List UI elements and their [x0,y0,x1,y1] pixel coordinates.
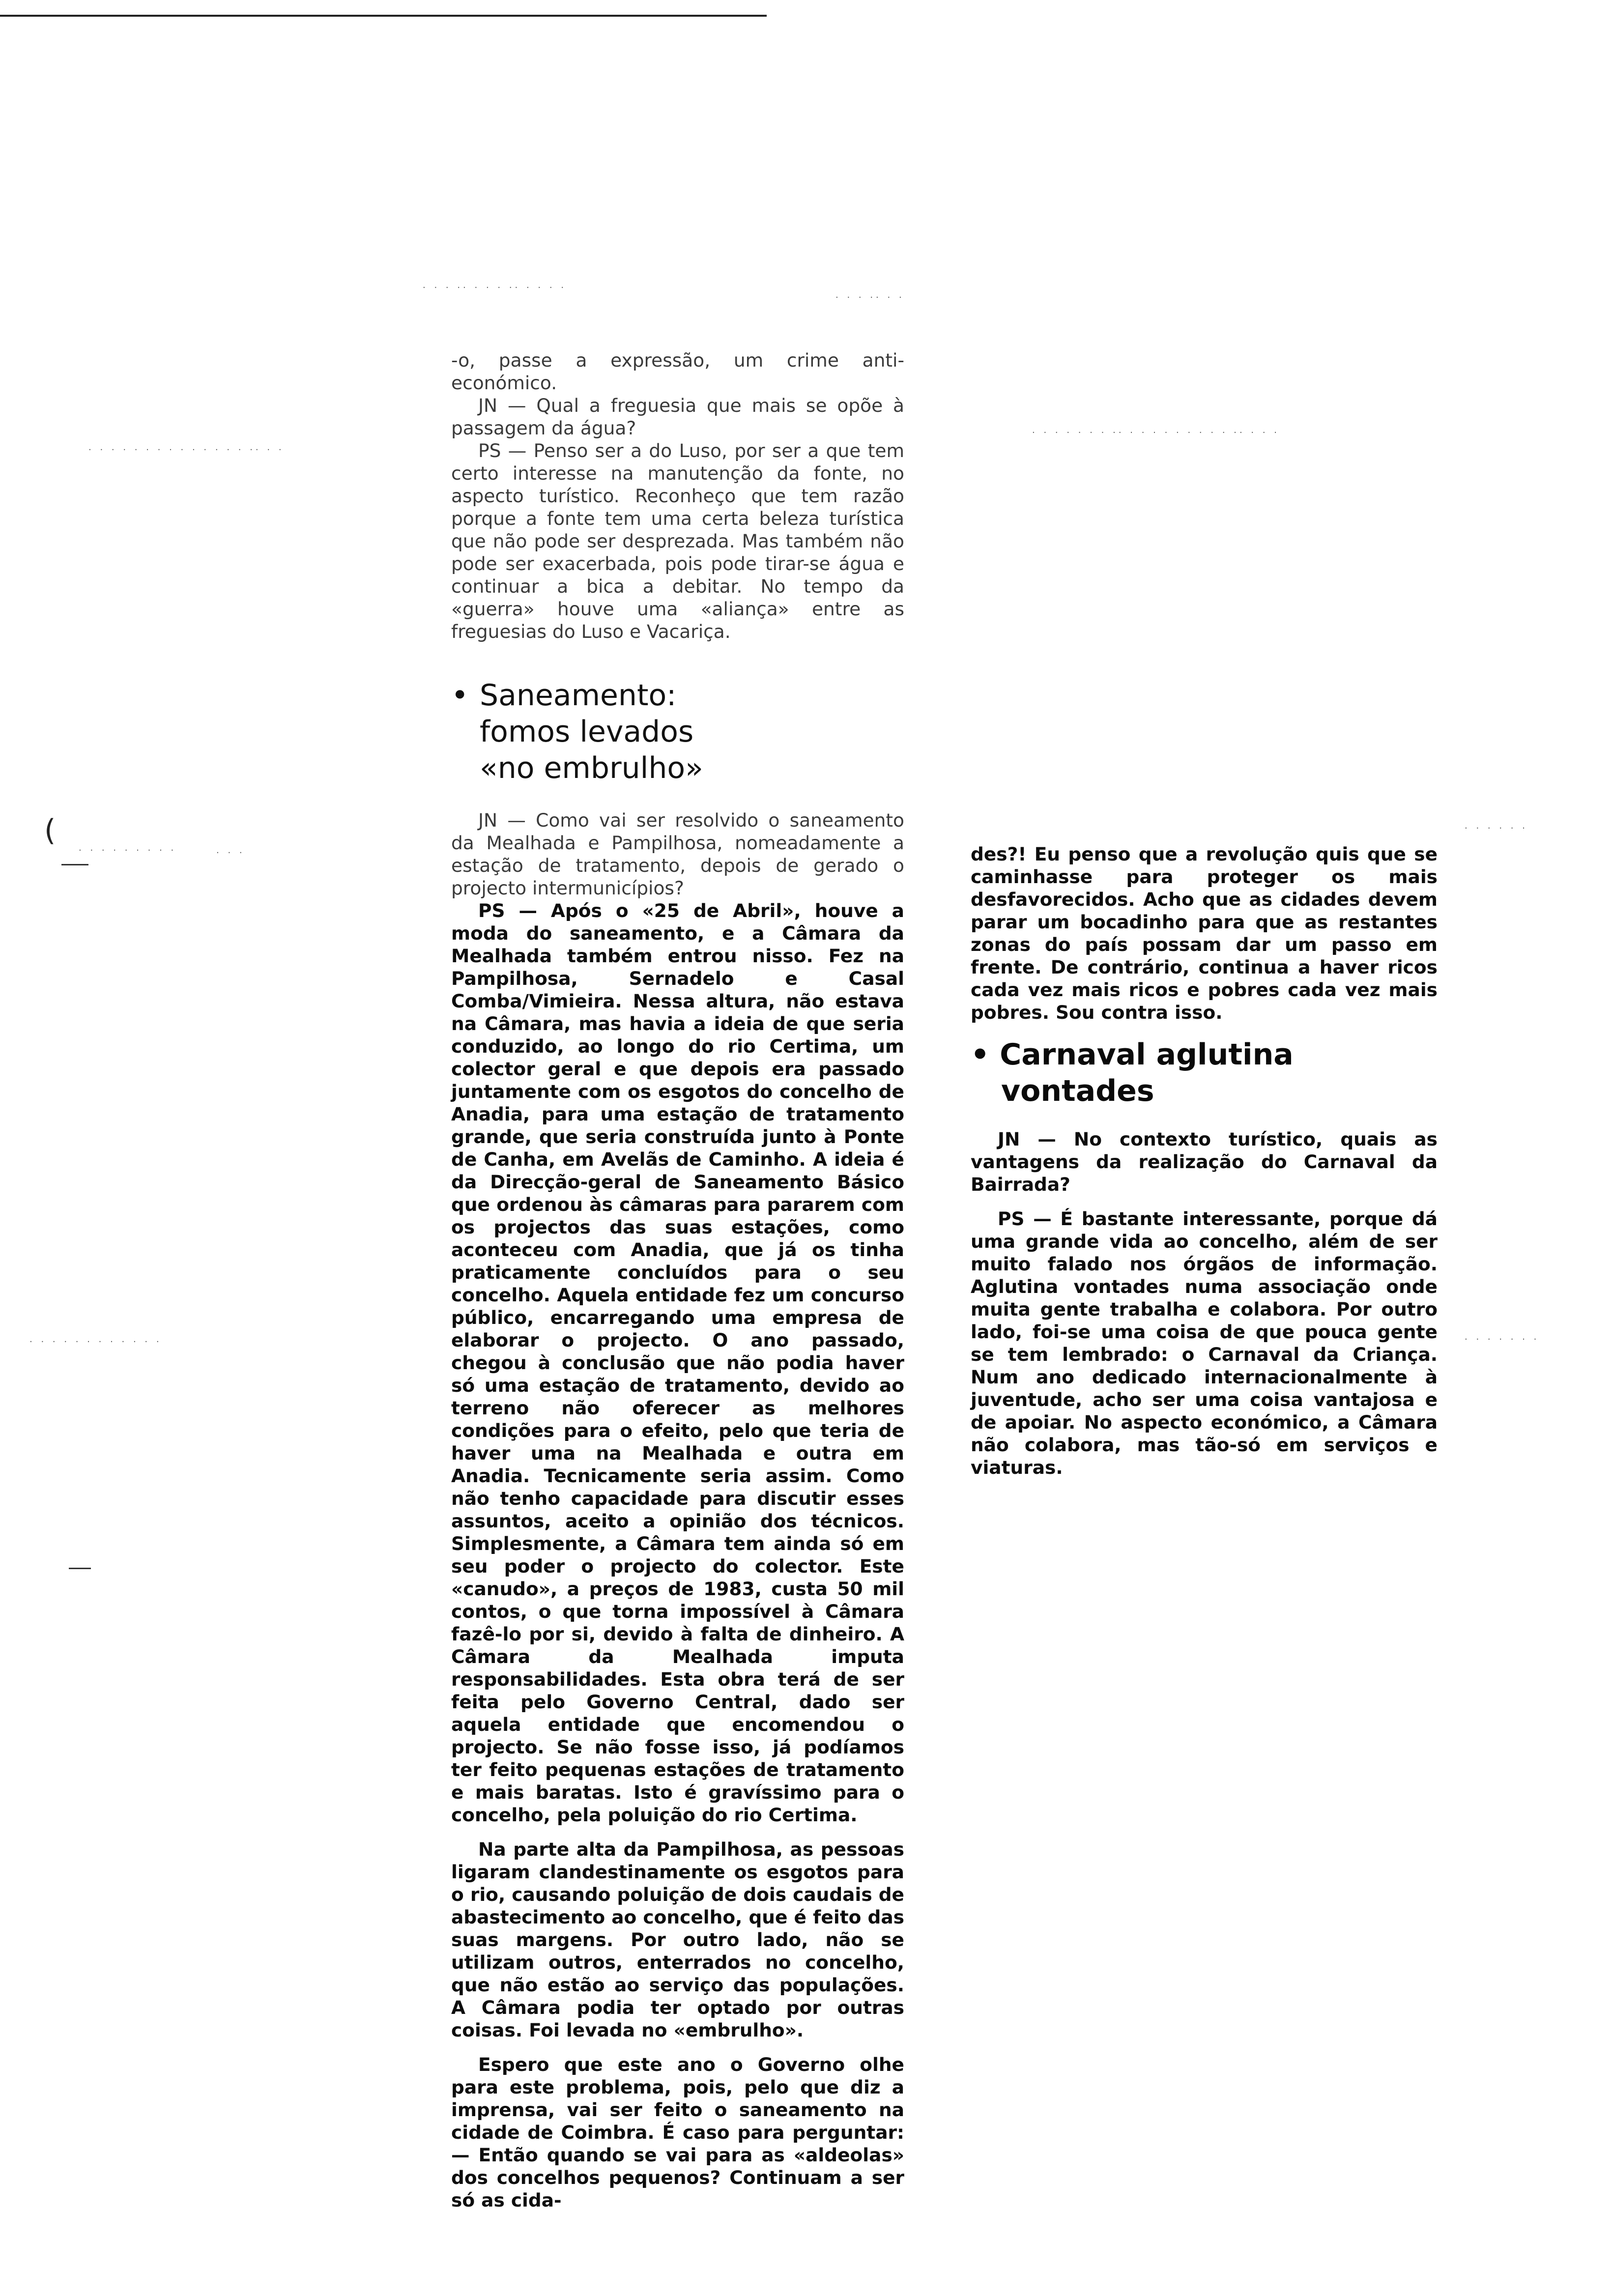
scan-mark [61,864,88,865]
scan-noise: · · · ·· · · [835,292,905,303]
paragraph: -o, passe a expressão, um crime anti-económico. [451,349,904,394]
scan-noise: · · · · · · · [1465,1334,1540,1345]
scan-mark [69,1568,91,1569]
article-column-left [451,349,904,2211]
paragraph: Na parte alta da Pampilhosa, as pessoas ligaram clandestinamente os esgotos para o rio, causando poluição de dois caudais de abastecimento ao concelho, que é feito das suas margens. Por outro lado, não se utilizam outros, enterrados no concelho, que não estão ao serviço das populações. A Câmara podia ter optado por outras coisas. Foi levada no «embrulho». [451,1838,904,2041]
scan-noise: · · · ·· · · · ·· · · · · [423,283,567,293]
heading-line: Saneamento: [480,678,677,713]
question-paragraph: JN — Qual a freguesia que mais se opõe à passagem da água? [451,395,904,439]
bullet-icon: • [451,678,469,713]
question-paragraph: JN — No contexto turístico, quais as vantagens da realização do Carnaval da Bairrada? [971,1128,1438,1195]
top-rule [0,15,767,17]
heading-line: Carnaval aglutina [1000,1037,1294,1072]
heading-line: «no embrulho» [480,751,703,785]
answer-paragraph: PS — É bastante interessante, porque dá uma grande vida ao concelho, além de ser muito falado nos órgãos de informação. Aglutina vontades numa associação onde muita gente trabalha e colabora. Por outro lado, foi-se uma coisa de que pouca gente se tem lembrado: o Carnaval da Criança. Num ano dedicado internacionalmente à juventude, acho ser uma coisa vantajosa e de apoiar. No aspecto económico, a Câmara não colabora, mas tão-só em serviços e viaturas. [971,1208,1438,1478]
article-column-right [971,843,1438,1479]
heading-line: fomos levados [480,715,694,749]
scan-noise: · · · · · · [1465,823,1528,833]
question-paragraph: JN — Como vai ser resolvido o saneamento da Mealhada e Pampilhosa, nomeadamente a estação de tratamento, depois de gerado o projecto intermunicípios? [451,809,904,899]
paragraph: Espero que este ano o Governo olhe para este problema, pois, pelo que diz a imprensa, vai ser feito o saneamento na cidade de Coimbra. É caso para perguntar: — Então quando se vai para as «aldeolas» dos concelhos pequenos? Continuam a ser só as cida- [451,2054,904,2211]
section-body-saneamento [451,809,904,2211]
scan-mark: ( [44,813,56,848]
scan-noise: · · · [216,848,245,858]
answer-paragraph: PS — Após o «25 de Abril», houve a moda do saneamento, e a Câmara da Mealhada também entrou nisso. Fez na Pampilhosa, Sernadelo e Casal Comba/Vimieira. Nessa altura, não estava na Câmara, mas havia a ideia de que seria conduzido, ao longo do rio Certima, um colector geral e que depois era passado juntamente com os esgotos do concelho de Anadia, para uma estação de tratamento grande, que seria construída junto à Ponte de Canha, em Avelãs de Caminho. A ideia é da Direcção-geral de Saneamento Básico que ordenou às câmaras para pararem com os projectos das suas estações, como aconteceu com Anadia, que já os tinha praticamente concluídos para o seu concelho. Aquela entidade fez um concurso público, encarregando uma empresa de elaborar o projecto. O ano passado, chegou à conclusão que não podia haver só uma estação de tratamento, devido ao terreno não oferecer as melhores condições para o efeito, pelo que teria de haver uma na Mealhada e outra em Anadia. Tecnicamente seria assim. Como não tenho capacidade para discutir esses assuntos, aceito a opinião dos técnicos. Simplesmente, a Câmara tem ainda só em seu poder o projecto do colector. Este «canudo», a preços de 1983, custa 50 mil contos, o que torna impossível à Câmara fazê-lo por si, devido à falta de dinheiro. A Câmara da Mealhada imputa responsabilidades. Esta obra terá de ser feita pelo Governo Central, dado ser aquela entidade que encomendou o projecto. Se não fosse isso, já podíamos ter feito pequenas estações de tratamento e mais baratas. Isto é gravíssimo para o concelho, pela poluição do rio Certima. [451,900,904,1826]
heading-line: vontades [1001,1074,1154,1108]
section-heading-saneamento [451,677,904,786]
scan-noise: · · · · · · · ·· · · · · · · · · · ·· · · · [1032,428,1280,438]
bullet-icon: • [971,1037,990,1072]
section-body-carnaval [971,1128,1438,1479]
section-heading-carnaval [971,1036,1438,1109]
intro-text [451,349,904,643]
scan-noise: · · · · · · · · · [79,845,177,856]
scan-noise: · · · · · · · · · · · · · · ·· · · [88,445,285,455]
answer-paragraph: PS — Penso ser a do Luso, por ser a que tem certo interesse na manutenção da fonte, no aspecto turístico. Reconheço que tem razão porque a fonte tem uma certa beleza turística que não pode ser desprezada. Mas também não pode ser exacerbada, pois pode tirar-se água e continuar a bica a debitar. No tempo da «guerra» houve uma «aliança» entre as freguesias do Luso e Vacariça. [451,440,904,642]
scan-noise: · · · · · · · · · · · · [29,1337,162,1347]
paragraph: des?! Eu penso que a revolução quis que se caminhasse para proteger os mais desfavorecidos. Acho que as cidades devem parar um bocadinho para que as restantes zonas do país possam dar um passo em frente. De contrário, continua a haver ricos cada vez mais ricos e pobres cada vez mais pobres. Sou contra isso. [971,843,1438,1023]
